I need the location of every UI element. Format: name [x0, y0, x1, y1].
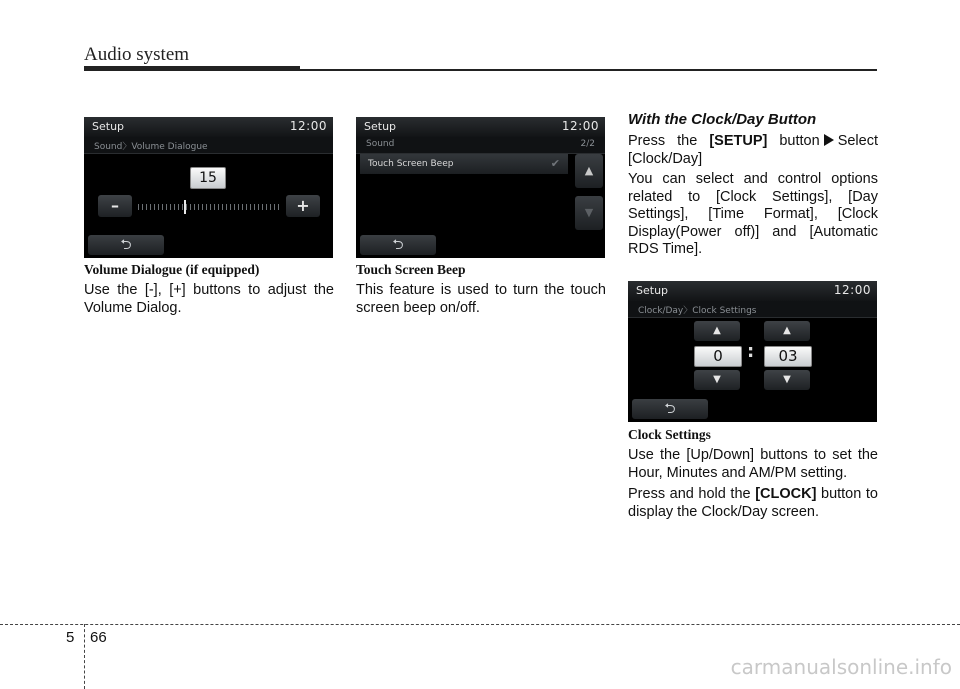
text-press-hold-clock: [628, 486, 878, 521]
running-header-title: Audio system: [84, 44, 190, 65]
screen-title-bar: [84, 117, 333, 137]
arrow-right-icon: [824, 134, 834, 146]
minute-up-button[interactable]: [764, 321, 810, 341]
volume-minus-button[interactable]: –: [98, 195, 132, 217]
volume-plus-button[interactable]: +: [286, 195, 320, 217]
text-press-setup: [628, 133, 878, 168]
screen-clock-settings: [628, 281, 877, 422]
triangle-up-icon: ▲: [783, 325, 791, 336]
caption-touch-screen-beep: Touch Screen Beep: [356, 262, 466, 277]
scroll-controls: [575, 154, 603, 230]
text-press-and-hold: Press and hold the: [628, 486, 751, 502]
page-indicator: 2/2: [580, 139, 595, 149]
setup-key-label: [SETUP]: [709, 133, 768, 149]
checkmark-icon: ✔: [550, 157, 560, 170]
text-display-clock-day: button to display the Clock/Day screen.: [628, 486, 878, 520]
triangle-down-icon: ▼: [713, 374, 721, 385]
back-button[interactable]: [632, 399, 708, 419]
header-rule-thin: [300, 69, 877, 71]
back-button[interactable]: [88, 235, 164, 255]
screen-title: Setup: [364, 120, 397, 133]
watermark: carmanualsonline.info: [730, 655, 952, 679]
text-button: button: [779, 133, 820, 149]
footer-rule: [0, 624, 960, 625]
triangle-up-icon: ▲: [584, 164, 594, 177]
hour-up-button[interactable]: [694, 321, 740, 341]
screen-breadcrumb-bar: [356, 137, 605, 154]
time-colon: :: [747, 341, 755, 362]
minute-down-button[interactable]: [764, 370, 810, 390]
volume-value-box: 15: [190, 167, 226, 189]
triangle-down-icon: ▼: [783, 374, 791, 385]
screen-clock: 12:00: [561, 119, 599, 133]
clock-key-label: [CLOCK]: [755, 486, 817, 502]
list-item-label: Touch Screen Beep: [368, 159, 454, 169]
screen-title: Setup: [92, 120, 125, 133]
screen-breadcrumb: Clock/Day〉Clock Settings: [638, 306, 757, 316]
screen-title-bar: [628, 281, 877, 301]
footer-divider: [84, 624, 85, 689]
text-touch-screen-beep: This feature is used to turn the touch screen beep on/off.: [356, 282, 606, 316]
screen-breadcrumb: Sound: [366, 139, 395, 149]
screen-title: Setup: [636, 284, 669, 297]
triangle-up-icon: ▲: [713, 325, 721, 336]
screen-volume-dialogue: [84, 117, 333, 258]
screen-breadcrumb-bar: [84, 137, 333, 154]
header-rule-thick: [84, 66, 300, 71]
text-select-clock-day: Select [Clock/Day]: [628, 133, 878, 167]
screen-touch-screen-beep: [356, 117, 605, 258]
back-button[interactable]: [360, 235, 436, 255]
text-clock-day-options: You can select and control options related to [Clock Settings], [Day Settings], [Time Format], [Clock Display(Power off)] and [Automatic RDS Time].: [628, 171, 878, 257]
back-arrow-icon: ⮌: [120, 237, 132, 253]
hour-down-button[interactable]: [694, 370, 740, 390]
minute-value-box: 03: [764, 346, 812, 367]
section-heading-clock-day: With the Clock/Day Button: [628, 111, 817, 128]
scroll-down-button[interactable]: [575, 196, 603, 230]
screen-clock: 12:00: [289, 119, 327, 133]
page-number: 66: [90, 629, 107, 646]
list-item-touch-screen-beep[interactable]: [360, 154, 568, 174]
scroll-up-button[interactable]: [575, 154, 603, 188]
caption-volume-dialogue: Volume Dialogue (if equipped): [84, 262, 260, 277]
chapter-number: 5: [66, 629, 75, 646]
hour-value-box: 0: [694, 346, 742, 367]
text-volume-dialogue: Use the [-], [+] buttons to adjust the Volume Dialog.: [84, 282, 334, 316]
screen-clock: 12:00: [833, 283, 871, 297]
text-press-the: Press the: [628, 133, 698, 149]
text-clock-settings-usage: Use the [Up/Down] buttons to set the Hour, Minutes and AM/PM setting.: [628, 447, 878, 481]
screen-breadcrumb: Sound〉Volume Dialogue: [94, 142, 208, 152]
volume-slider-track[interactable]: [138, 204, 282, 210]
triangle-down-icon: ▼: [584, 206, 594, 219]
screen-breadcrumb-bar: [628, 301, 877, 318]
back-arrow-icon: ⮌: [664, 401, 676, 417]
caption-clock-settings: Clock Settings: [628, 427, 711, 442]
volume-slider-knob[interactable]: [184, 200, 186, 214]
screen-title-bar: [356, 117, 605, 137]
back-arrow-icon: ⮌: [392, 237, 404, 253]
